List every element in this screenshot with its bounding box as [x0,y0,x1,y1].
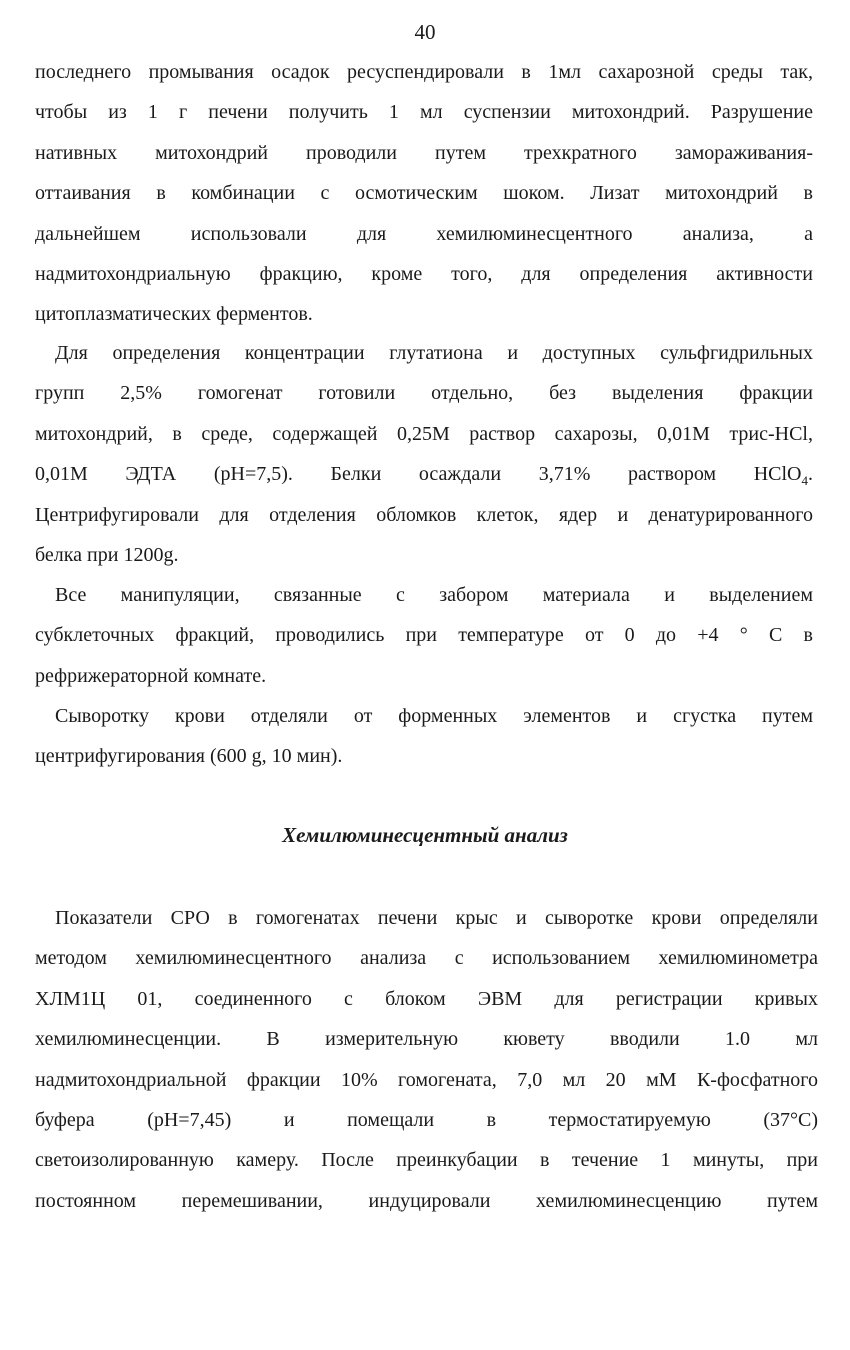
text-line: светоизолированную камеру. После преинкубации в течение 1 минуты, при [35,1149,818,1172]
text-line: надмитохондриальной фракции 10% гомогената, 7,0 мл 20 мМ К-фосфатного [35,1068,818,1091]
paragraph-2 [35,333,813,575]
paragraph-3 [35,575,813,696]
text-line: оттаивания в комбинации с осмотическим шоком. Лизат митохондрий в [35,182,813,205]
text-line: центрифугирования (600 g, 10 мин). [35,745,343,768]
text-line: Сыворотку крови отделяли от форменных элементов и сгустка путем [55,705,813,727]
paragraph-5 [35,898,818,1221]
text-line: последнего промывания осадок ресуспендировали в 1мл сахарозной среды так, [35,61,813,83]
text-line: Центрифугировали для отделения обломков клеток, ядер и денатурированного [35,503,813,526]
paragraph-1 [35,52,813,335]
text-segment: . [808,463,813,486]
text-line: Все манипуляции, связанные с забором материала и выделением [55,584,813,606]
subscript: 4 [801,473,808,489]
text-line: надмитохондриальную фракцию, кроме того, для определения активности [35,262,813,285]
text-line: методом хемилюминесцентного анализа с использованием хемилюминометра [35,947,818,970]
text-line: групп 2,5% гомогенат готовили отдельно, без выделения фракции [35,382,813,405]
text-segment: 0,01М ЭДТА (рН=7,5). Белки осаждали 3,71% раствором HClO [35,463,802,486]
text-line: митохондрий, в среде, содержащей 0,25М раствор сахарозы, 0,01М трис-HCl, [35,422,813,445]
section-heading: Хемилюминесцентный анализ [282,823,568,847]
text-line: постоянном перемешивании, индуцировали хемилюминесценцию путем [35,1189,818,1212]
text-line: рефрижераторной комнате. [35,664,267,687]
text-line: нативных митохондрий проводили путем трехкратного замораживания- [35,141,813,164]
page-number: 40 [414,20,436,44]
text-line: Для определения концентрации глутатиона и доступных сульфгидрильных [55,342,813,364]
text-line: ХЛМ1Ц 01, соединенного с блоком ЭВМ для регистрации кривых [35,987,818,1010]
text-line: дальнейшем использовали для хемилюминесцентного анализа, а [35,222,813,245]
text-line: Показатели СРО в гомогенатах печени крыс и сыворотке крови определяли [55,907,818,929]
text-line: цитоплазматических ферментов. [35,303,313,326]
text-line: чтобы из 1 г печени получить 1 мл суспензии митохондрий. Разрушение [35,101,813,124]
text-line: субклеточных фракций, проводились при температуре от 0 до +4 ° С в [35,624,813,647]
text-line: хемилюминесценции. В измерительную кювету вводили 1.0 мл [35,1028,818,1051]
text-line: буфера (рН=7,45) и помещали в термостатируемую (37°С) [35,1108,818,1131]
text-line [35,454,813,494]
text-line: белка при 1200g. [35,543,179,566]
paragraph-4 [35,696,813,777]
